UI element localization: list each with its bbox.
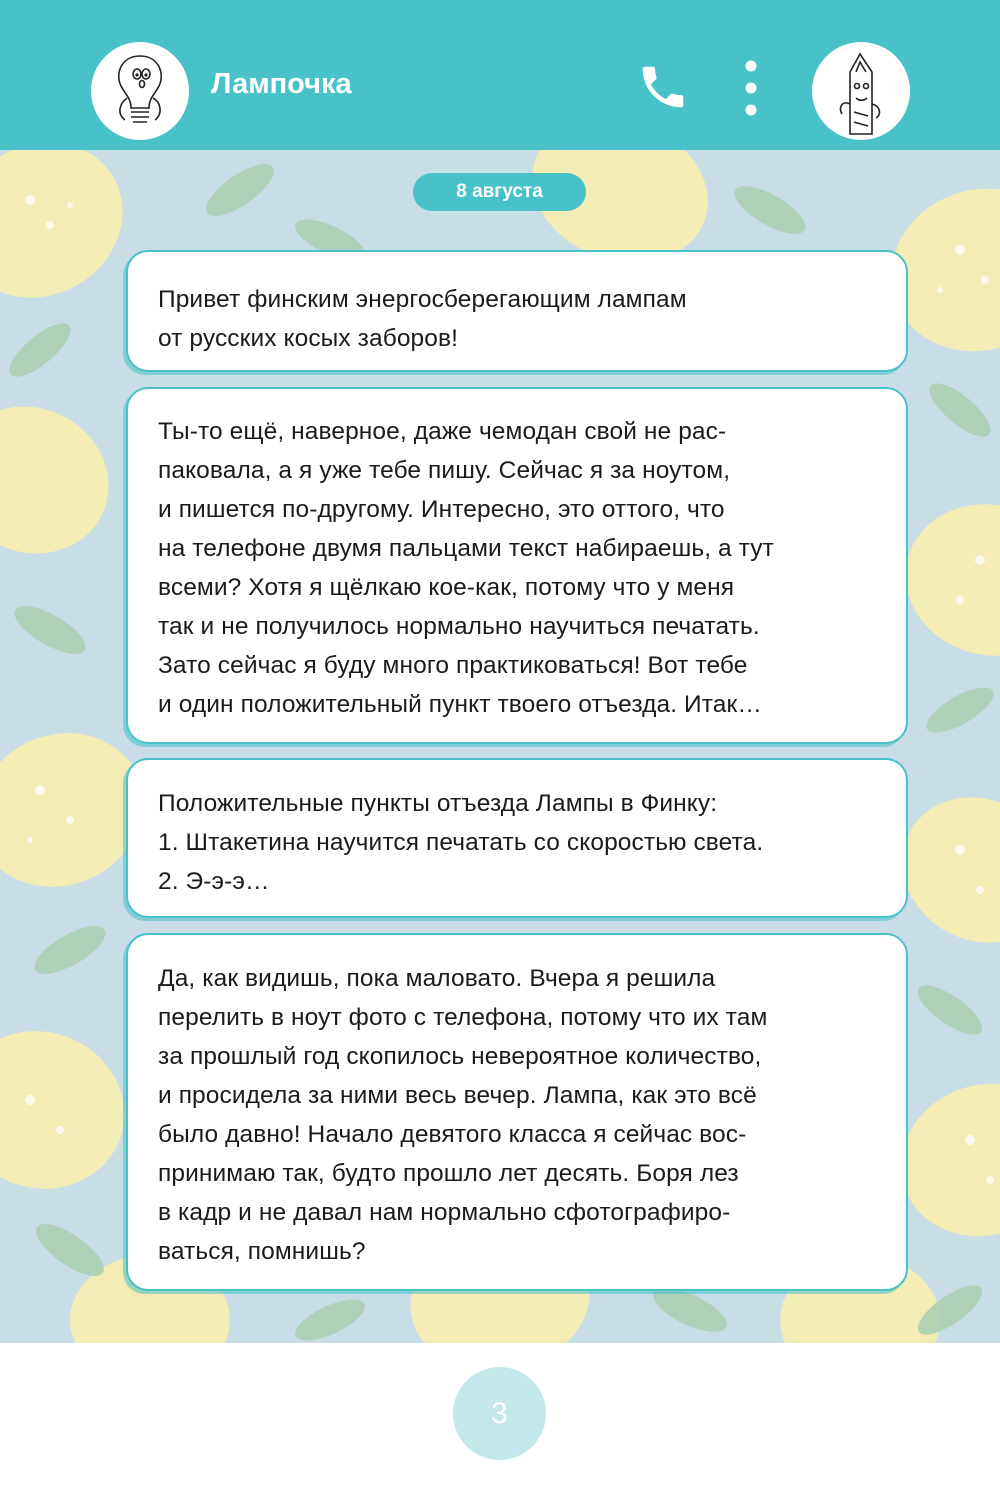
more-vertical-icon[interactable] xyxy=(737,58,765,118)
message-text: Ты-то ещё, наверное, даже чемодан свой не рас- паковала, а я уже тебе пишу. Сейчас я за ноутом, и пишется по-другому. Интересно, это оттого, что на телефоне двумя пальцами текст набираешь, а тут всеми? Хотя я щёлкаю кое-как, потому что у меня так и не получилось нормально научиться печатать. Зато сейчас я буду много практиковаться! Вот тебе и один положительный пункт твоего отъезда. Итак… xyxy=(158,418,774,718)
lightbulb-character-icon xyxy=(91,42,189,140)
user-avatar[interactable] xyxy=(812,42,910,140)
fence-plank-character-icon xyxy=(812,42,910,140)
message-text: Положительные пункты отъезда Лампы в Финку: 1. Штакетина научится печатать со скоростью света. 2. Э-э-э… xyxy=(158,790,764,895)
message-bubble[interactable] xyxy=(126,387,908,744)
message-bubble[interactable] xyxy=(126,758,908,918)
phone-icon[interactable] xyxy=(636,60,690,114)
chat-header xyxy=(0,0,1000,150)
date-badge: 8 августа xyxy=(413,173,586,211)
page-number: 3 xyxy=(453,1367,546,1460)
message-bubble[interactable] xyxy=(126,250,908,372)
message-text: Привет финским энергосберегающим лампам от русских косых заборов! xyxy=(158,286,687,352)
contact-avatar[interactable] xyxy=(91,42,189,140)
message-text: Да, как видишь, пока маловато. Вчера я решила перелить в ноут фото с телефона, потому что их там за прошлый год скопилось невероятное количество, и просидела за ними весь вечер. Лампа, как это всё было давно! Начало девятого класса я сейчас вос- принимаю так, будто прошло лет десять. Боря лез в кадр и не давал нам нормально сфотографиро- ваться, помнишь? xyxy=(158,965,768,1265)
contact-name[interactable]: Лампочка xyxy=(211,68,352,100)
message-bubble[interactable] xyxy=(126,933,908,1291)
